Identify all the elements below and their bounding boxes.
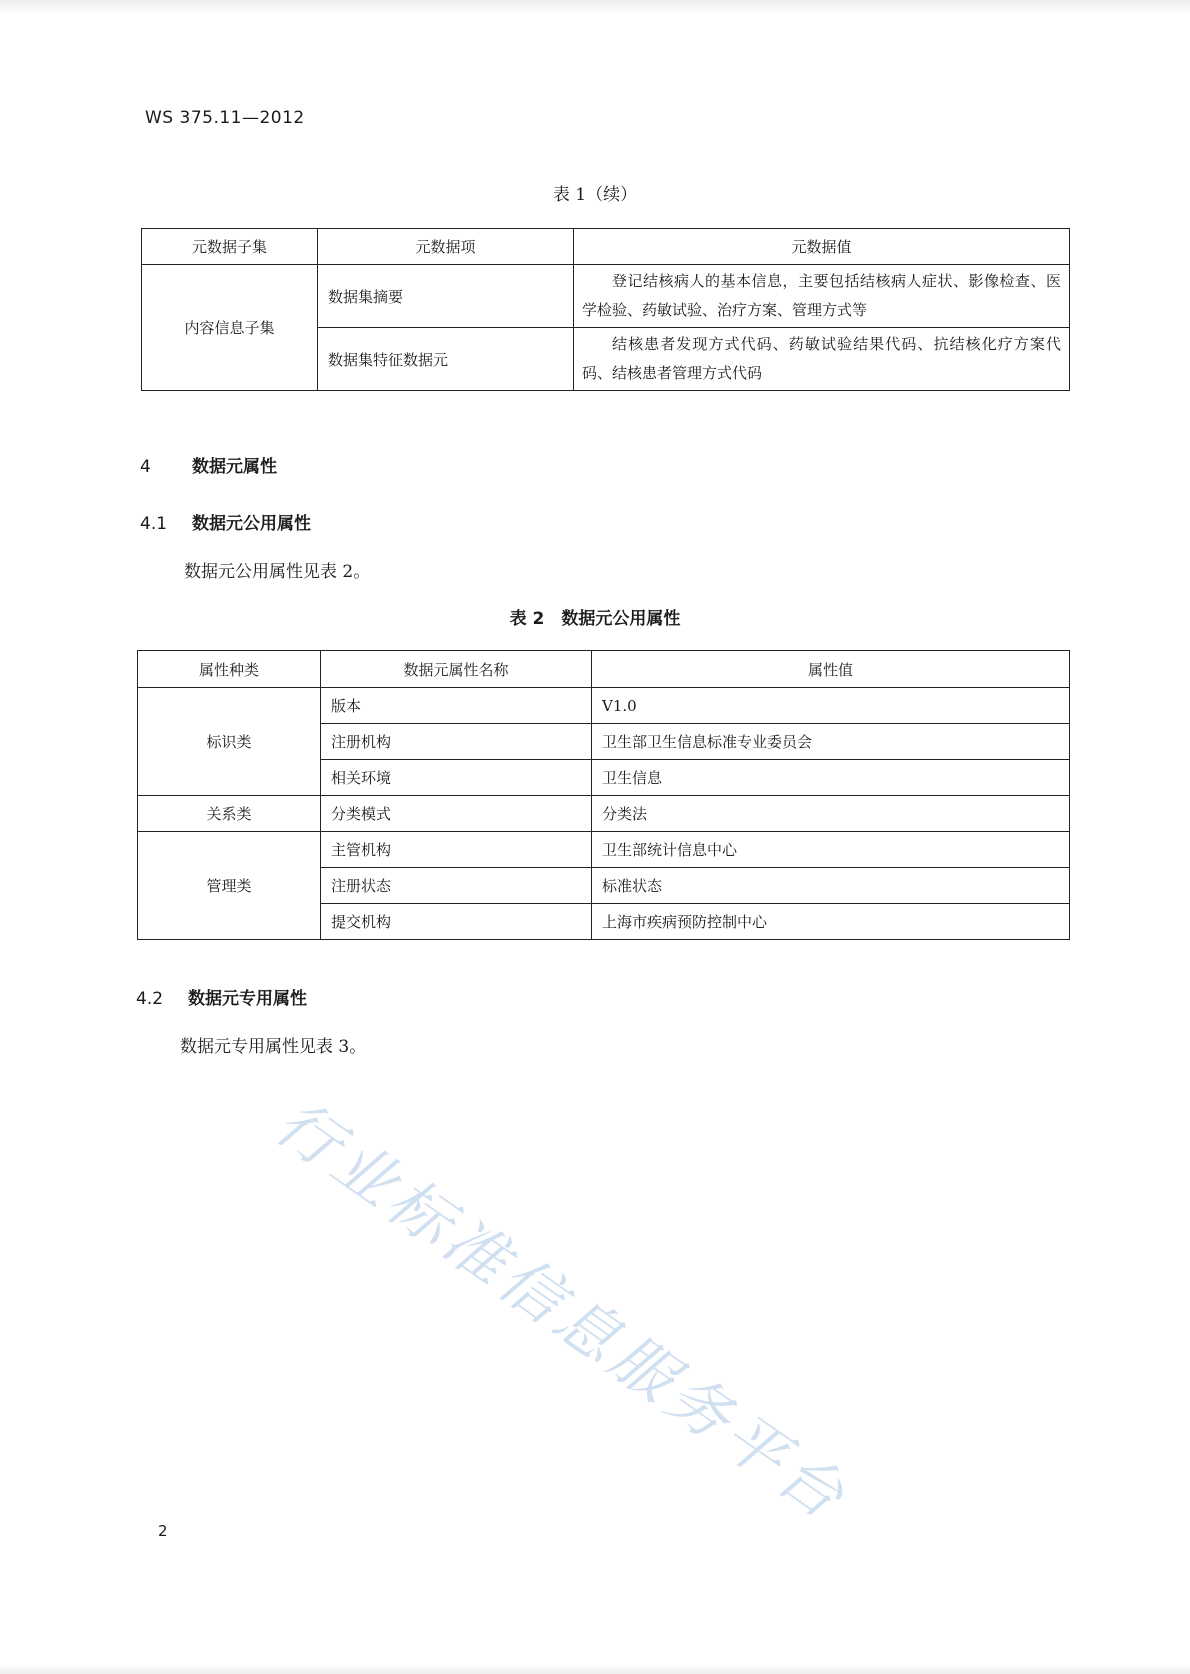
attribute-value-cell: 上海市疾病预防控制中心 — [592, 904, 1070, 940]
attribute-name-cell: 版本 — [321, 688, 592, 724]
category-cell: 管理类 — [138, 832, 321, 940]
section-title: 数据元属性 — [192, 457, 277, 477]
table2-header-value: 属性值 — [592, 651, 1070, 688]
attribute-value-cell: 标准状态 — [592, 868, 1070, 904]
attribute-value-cell: 卫生部统计信息中心 — [592, 832, 1070, 868]
attribute-name-cell: 提交机构 — [321, 904, 592, 940]
table2-caption: 表 2 数据元公用属性 — [509, 609, 681, 629]
attribute-name-cell: 注册机构 — [321, 724, 592, 760]
section-number: 4.2 — [136, 989, 164, 1009]
attribute-value-cell: V1.0 — [592, 688, 1070, 724]
scan-edge-bottom — [0, 1664, 1190, 1674]
section-title: 数据元专用属性 — [188, 989, 307, 1009]
page-number: 2 — [158, 1522, 168, 1540]
category-cell: 标识类 — [138, 688, 321, 796]
attribute-value-cell: 卫生信息 — [592, 760, 1070, 796]
table1-caption: 表 1（续） — [552, 185, 638, 205]
table1-item-cell: 数据集摘要 — [318, 265, 574, 328]
attribute-value-cell: 卫生部卫生信息标准专业委员会 — [592, 724, 1070, 760]
table-row — [138, 832, 1070, 868]
section-4-2-heading — [136, 984, 307, 1009]
section-4-1-heading — [140, 509, 311, 534]
section-4-heading — [140, 452, 277, 477]
attribute-name-cell: 注册状态 — [321, 868, 592, 904]
section-number: 4.1 — [140, 514, 168, 534]
section-4-1-text: 数据元公用属性见表 2。 — [184, 562, 371, 582]
table1-header-subset: 元数据子集 — [142, 229, 318, 265]
attribute-name-cell: 相关环境 — [321, 760, 592, 796]
table1-header-value: 元数据值 — [574, 229, 1070, 265]
scan-edge-top — [0, 0, 1190, 14]
attribute-name-cell: 主管机构 — [321, 832, 592, 868]
metadata-table — [141, 228, 1070, 391]
section-title: 数据元公用属性 — [192, 514, 311, 534]
table2-header-category: 属性种类 — [138, 651, 321, 688]
category-cell: 关系类 — [138, 796, 321, 832]
table1-value-cell: 结核患者发现方式代码、药敏试验结果代码、抗结核化疗方案代码、结核患者管理方式代码 — [574, 328, 1070, 391]
table-row — [138, 688, 1070, 724]
watermark: 行业标准信息服务平台 — [262, 1085, 862, 1536]
table1-subset-cell: 内容信息子集 — [142, 265, 318, 391]
table1-value-cell: 登记结核病人的基本信息，主要包括结核病人症状、影像检查、医学检验、药敏试验、治疗方案、管理方式等 — [574, 265, 1070, 328]
table1-item-cell: 数据集特征数据元 — [318, 328, 574, 391]
table2-header-name: 数据元属性名称 — [321, 651, 592, 688]
attribute-value-cell: 分类法 — [592, 796, 1070, 832]
section-4-2-text: 数据元专用属性见表 3。 — [180, 1037, 367, 1057]
table-row — [138, 796, 1070, 832]
attribute-name-cell: 分类模式 — [321, 796, 592, 832]
section-number: 4 — [140, 457, 151, 477]
common-attributes-table — [137, 650, 1070, 940]
table1-header-item: 元数据项 — [318, 229, 574, 265]
document-id: WS 375.11—2012 — [145, 108, 305, 128]
